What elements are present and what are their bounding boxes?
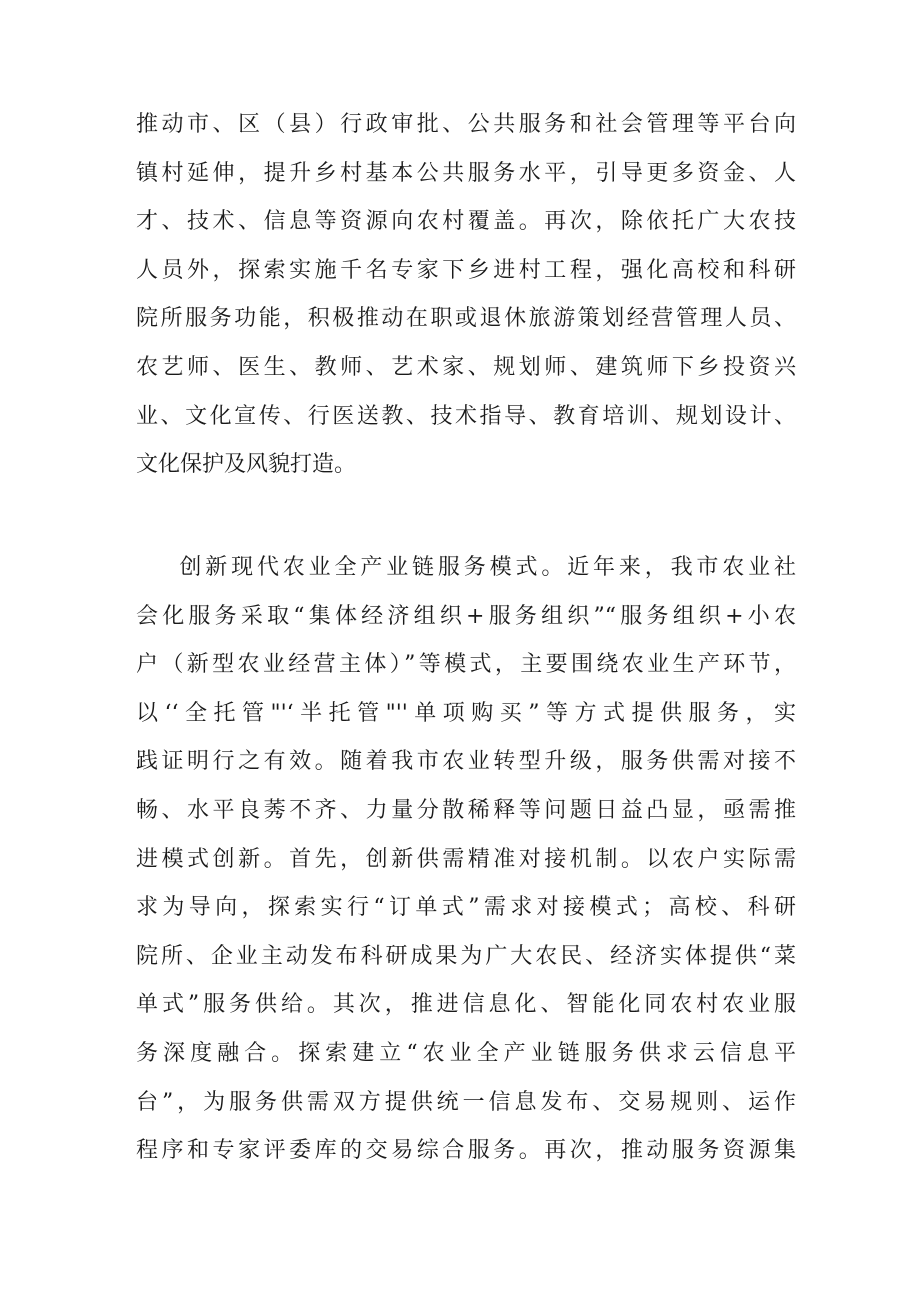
text-line: 院所服务功能，积极推动在职或退休旅游策划经营管理人员、 bbox=[136, 306, 796, 332]
text-line: 进模式创新。首先，创新供需精准对接机制。以农户实际需 bbox=[136, 846, 796, 872]
text-line: 践证明行之有效。随着我市农业转型升级，服务供需对接不 bbox=[136, 749, 796, 775]
text-line: 务深度融合。探索建立“农业全产业链服务供求云信息平 bbox=[136, 1040, 796, 1066]
paragraph-1 bbox=[136, 101, 796, 490]
text-line: 程序和专家评委库的交易综合服务。再次，推动服务资源集 bbox=[136, 1138, 796, 1164]
paragraph-2 bbox=[136, 544, 796, 1176]
text-line: 单式”服务供给。其次，推进信息化、智能化同农村农业服 bbox=[136, 992, 796, 1018]
text-line: 业、文化宣传、行医送教、技术指导、教育培训、规划设计、 bbox=[136, 403, 796, 429]
text-line: 院所、企业主动发布科研成果为广大农民、经济实体提供“菜 bbox=[136, 943, 796, 969]
text-line: 文化保护及风貌打造。 bbox=[136, 452, 357, 478]
text-line: 求为导向，探索实行“订单式”需求对接模式；高校、科研 bbox=[136, 895, 796, 921]
text-line: 镇村延伸，提升乡村基本公共服务水平，引导更多资金、人 bbox=[136, 160, 796, 186]
text-line: 农艺师、医生、教师、艺术家、规划师、建筑师下乡投资兴 bbox=[136, 354, 796, 380]
text-line: 畅、水平良莠不齐、力量分散稀释等问题日益凸显，亟需推 bbox=[136, 797, 796, 823]
text-line: 户（新型农业经营主体）”等模式，主要围绕农业生产环节， bbox=[136, 652, 796, 678]
text-line: 会化服务采取“集体经济组织+服务组织”“服务组织+小农 bbox=[136, 603, 796, 629]
text-line: 台”，为服务供需双方提供统一信息发布、交易规则、运作 bbox=[136, 1089, 796, 1115]
text-line: 推动市、区（县）行政审批、公共服务和社会管理等平台向 bbox=[136, 112, 796, 137]
text-line: 创新现代农业全产业链服务模式。近年来，我市农业社 bbox=[136, 555, 796, 580]
text-line: 才、技术、信息等资源向农村覆盖。再次，除依托广大农技 bbox=[136, 209, 796, 235]
text-line: 以‘‘全托管"'‘半托管"''单项购买”等方式提供服务，实 bbox=[136, 700, 796, 726]
text-line: 人员外，探索实施千名专家下乡进村工程，强化高校和科研 bbox=[136, 257, 796, 283]
